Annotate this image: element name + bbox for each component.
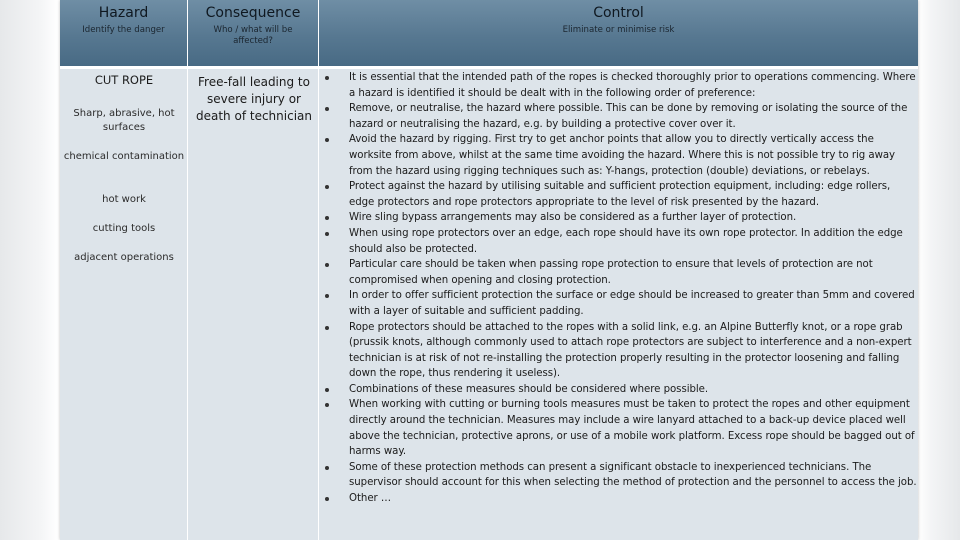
bullet-icon [325, 216, 329, 220]
header-consequence-title: Consequence [205, 5, 301, 21]
control-item [323, 210, 917, 226]
control-item-text: Combinations of these measures should be considered where possible. [349, 383, 709, 395]
bullet-icon [325, 388, 329, 392]
risk-assessment-table [60, 0, 918, 540]
control-item-text: Avoid the hazard by rigging. First try to get anchor points that allow you to directly vertically access the worksite from above, whilst at the same time avoiding the hazard. Where this is not possible try to rig away from the hazard using rigging techniques such as: Y-hangs, protection (double) deviations, or rebelays. [349, 134, 896, 177]
header-hazard-cell [60, 0, 188, 66]
bullet-icon [325, 232, 329, 236]
hazard-item: hot work [102, 194, 146, 205]
bullet-icon [325, 466, 329, 470]
hazard-item: Sharp, abrasive, hot surfaces [73, 108, 175, 133]
control-item [323, 226, 917, 257]
control-item [323, 491, 917, 507]
hazard-column [60, 69, 188, 540]
control-item [323, 320, 917, 382]
control-item-text: Remove, or neutralise, the hazard where possible. This can be done by removing or isolating the source of the hazard or neutralising the hazard, e.g. by building a protective cover over it. [349, 103, 908, 130]
control-item-text: In order to offer sufficient protection the surface or edge should be increased to greater than 5mm and covered with a layer of suitable and sufficient padding. [349, 290, 915, 317]
bullet-icon [325, 326, 329, 330]
bullet-icon [325, 294, 329, 298]
header-control-subtitle: Eliminate or minimise risk [562, 25, 675, 35]
control-item-text: Rope protectors should be attached to the ropes with a solid link, e.g. an Alpine Butterfly knot, or a rope grab (prussik knots, although commonly used to attach rope protectors are subject to interference and a non-expert technician is at risk of not re-installing the protection properly resulting in the protector loosening and falling down the rope, thus rendering it useless). [349, 321, 912, 380]
control-item [323, 70, 917, 101]
control-item-text: Wire sling bypass arrangements may also be considered as a further layer of protection. [349, 212, 797, 224]
bullet-icon [325, 76, 329, 80]
bullet-icon [325, 107, 329, 111]
bullet-icon [325, 263, 329, 267]
control-item-text: When working with cutting or burning tools measures must be taken to protect the ropes and other equipment directly around the technician. Measures may include a wire lanyard attached to a back-up device placed well above the technician, protective aprons, or use of a mobile work platform. Excess rope should be bagged out of harms way. [349, 399, 915, 458]
header-hazard-subtitle: Identify the danger [82, 25, 165, 35]
bullet-icon [325, 138, 329, 142]
left-page-margin [0, 0, 58, 540]
control-item [323, 132, 917, 179]
hazard-item: adjacent operations [74, 252, 174, 263]
bullet-icon [325, 497, 329, 501]
control-item-text: When using rope protectors over an edge, each rope should have its own rope protector. In addition the edge should also be protected. [349, 227, 903, 255]
control-item-text: Some of these protection methods can present a significant obstacle to inexperienced technicians. The supervisor should account for this when selecting the method of protection and the personnel to access the job. [349, 461, 917, 489]
control-item [323, 460, 917, 491]
header-hazard-title: Hazard [98, 5, 149, 21]
control-item-text: It is essential that the intended path of the ropes is checked thoroughly prior to operations commencing. Where a hazard is identified it should be dealt with in the following order of preference: [349, 72, 916, 99]
header-consequence-cell [188, 0, 319, 66]
consequence-text: Free-fall leading to severe injury or death of technician [196, 75, 312, 123]
bullet-icon [325, 185, 329, 189]
control-item [323, 101, 917, 132]
header-control-cell [319, 0, 918, 66]
control-item [323, 288, 917, 319]
control-item-text: Other … [349, 493, 392, 505]
hazard-main-title: CUT ROPE [94, 73, 154, 87]
control-item-text: Protect against the hazard by utilising suitable and sufficient protection equipment, including: edge rollers, edge protectors and rope protectors appropriate to the level of risk presented by the hazard. [349, 181, 891, 208]
right-page-margin [918, 0, 960, 540]
bullet-icon [325, 403, 329, 407]
control-item-text: Particular care should be taken when passing rope protection to ensure that levels of protection are not compromised when opening and closing protection. [349, 259, 873, 286]
control-item [323, 257, 917, 288]
control-item [323, 397, 917, 459]
control-measures-list [323, 70, 917, 507]
hazard-item: chemical contamination [63, 151, 185, 162]
hazard-item: cutting tools [92, 223, 156, 234]
control-item [323, 382, 917, 398]
consequence-column [188, 69, 319, 540]
header-consequence-subtitle: Who / what will be affected? [213, 25, 293, 46]
control-item [323, 179, 917, 210]
header-control-title: Control [593, 5, 644, 21]
